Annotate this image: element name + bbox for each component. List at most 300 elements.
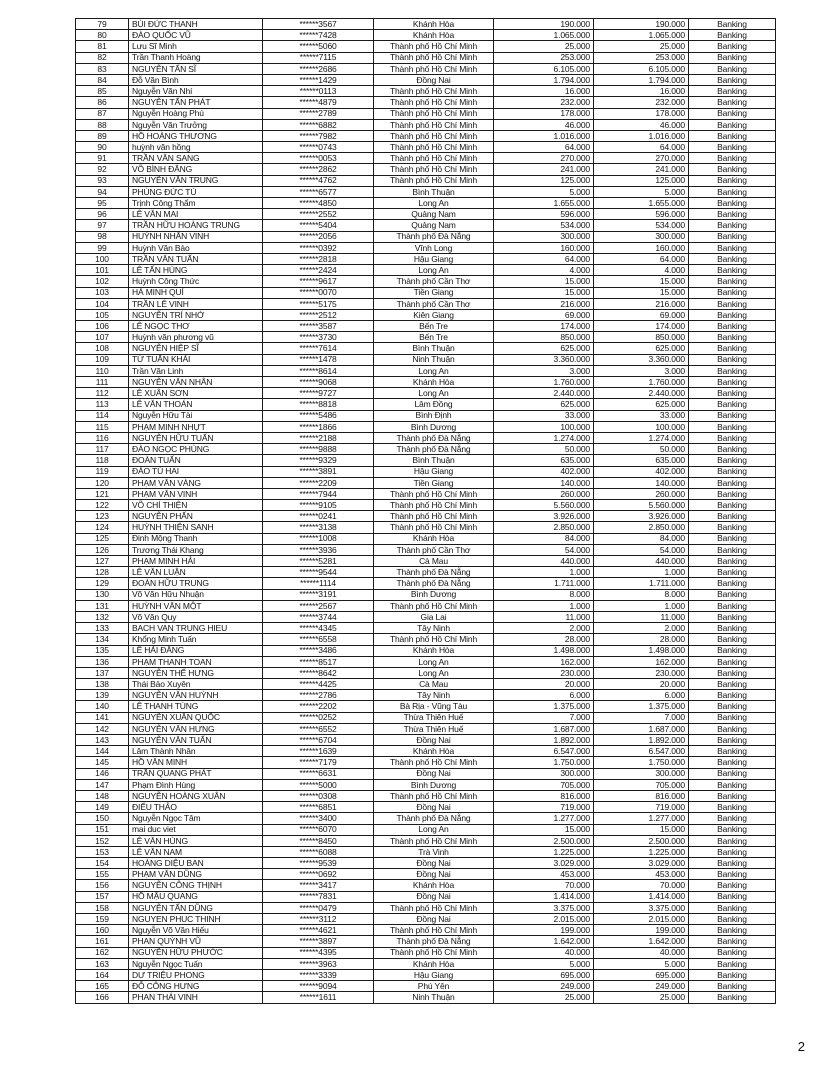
cell-name: NGUYỄN VĂN NHÂN	[129, 377, 263, 388]
cell-stt: 126	[76, 544, 129, 555]
cell-province: Long An	[374, 824, 494, 835]
table-row	[76, 735, 776, 746]
cell-amount: 1.000	[494, 567, 594, 578]
cell-masked-account: ******3963	[263, 958, 374, 969]
cell-stt: 98	[76, 231, 129, 242]
cell-amount: 28.000	[494, 634, 594, 645]
table-row	[76, 153, 776, 164]
cell-amount-confirm: 1.000	[594, 567, 689, 578]
cell-stt: 84	[76, 74, 129, 85]
cell-masked-account: ******2188	[263, 432, 374, 443]
cell-name: ĐỖ CÔNG HƯNG	[129, 981, 263, 992]
cell-channel: Banking	[689, 354, 776, 365]
cell-amount: 6.000	[494, 690, 594, 701]
cell-amount: 2.000	[494, 623, 594, 634]
cell-amount: 25.000	[494, 41, 594, 52]
cell-amount: 1.711.000	[494, 578, 594, 589]
cell-amount-confirm: 3.375.000	[594, 902, 689, 913]
cell-amount: 230.000	[494, 667, 594, 678]
table-row	[76, 253, 776, 264]
cell-amount: 15.000	[494, 287, 594, 298]
table-row	[76, 410, 776, 421]
cell-masked-account: ******7179	[263, 757, 374, 768]
cell-masked-account: ******5281	[263, 556, 374, 567]
table-row	[76, 231, 776, 242]
cell-masked-account: ******3486	[263, 645, 374, 656]
cell-channel: Banking	[689, 220, 776, 231]
cell-channel: Banking	[689, 253, 776, 264]
cell-stt: 138	[76, 679, 129, 690]
cell-amount-confirm: 64.000	[594, 253, 689, 264]
cell-amount: 5.000	[494, 958, 594, 969]
cell-name: huỳnh văn hồng	[129, 142, 263, 153]
cell-channel: Banking	[689, 623, 776, 634]
cell-province: Thành phố Hồ Chí Minh	[374, 86, 494, 97]
cell-channel: Banking	[689, 925, 776, 936]
cell-province: Bình Thuận	[374, 343, 494, 354]
cell-amount: 534.000	[494, 220, 594, 231]
table-row	[76, 768, 776, 779]
cell-stt: 132	[76, 611, 129, 622]
cell-province: Thành phố Hồ Chí Minh	[374, 175, 494, 186]
cell-stt: 124	[76, 522, 129, 533]
cell-channel: Banking	[689, 321, 776, 332]
cell-stt: 102	[76, 276, 129, 287]
cell-amount: 2.500.000	[494, 835, 594, 846]
cell-amount-confirm: 230.000	[594, 667, 689, 678]
cell-masked-account: ******3587	[263, 321, 374, 332]
cell-channel: Banking	[689, 74, 776, 85]
cell-channel: Banking	[689, 947, 776, 958]
cell-channel: Banking	[689, 466, 776, 477]
table-row	[76, 30, 776, 41]
cell-masked-account: ******6088	[263, 846, 374, 857]
cell-stt: 93	[76, 175, 129, 186]
cell-masked-account: ******1478	[263, 354, 374, 365]
cell-masked-account: ******0308	[263, 790, 374, 801]
cell-amount-confirm: 260.000	[594, 488, 689, 499]
cell-province: Lâm Đồng	[374, 399, 494, 410]
cell-amount-confirm: 625.000	[594, 399, 689, 410]
cell-channel: Banking	[689, 645, 776, 656]
cell-amount-confirm: 4.000	[594, 265, 689, 276]
table-row	[76, 600, 776, 611]
table-row	[76, 958, 776, 969]
cell-masked-account: ******1008	[263, 533, 374, 544]
cell-channel: Banking	[689, 790, 776, 801]
cell-amount-confirm: 140.000	[594, 477, 689, 488]
cell-amount-confirm: 453.000	[594, 869, 689, 880]
cell-amount-confirm: 270.000	[594, 153, 689, 164]
cell-channel: Banking	[689, 119, 776, 130]
cell-masked-account: ******9329	[263, 455, 374, 466]
cell-amount: 11.000	[494, 611, 594, 622]
cell-channel: Banking	[689, 880, 776, 891]
table-row	[76, 701, 776, 712]
cell-name: TRẦN HỮU HOÀNG TRUNG	[129, 220, 263, 231]
table-row	[76, 723, 776, 734]
cell-stt: 91	[76, 153, 129, 164]
cell-amount-confirm: 596.000	[594, 209, 689, 220]
cell-stt: 101	[76, 265, 129, 276]
cell-name: HỒ HOÀNG THƯƠNG	[129, 130, 263, 141]
cell-stt: 107	[76, 332, 129, 343]
cell-province: Long An	[374, 365, 494, 376]
cell-masked-account: ******4395	[263, 947, 374, 958]
cell-channel: Banking	[689, 824, 776, 835]
cell-province: Gia Lai	[374, 611, 494, 622]
cell-amount-confirm: 54.000	[594, 544, 689, 555]
cell-amount: 8.000	[494, 589, 594, 600]
cell-masked-account: ******3891	[263, 466, 374, 477]
cell-amount: 2.850.000	[494, 522, 594, 533]
cell-name: ĐIỂU THẢO	[129, 802, 263, 813]
cell-stt: 148	[76, 790, 129, 801]
table-row	[76, 455, 776, 466]
cell-stt: 92	[76, 164, 129, 175]
cell-province: Đồng Nai	[374, 802, 494, 813]
cell-amount: 7.000	[494, 712, 594, 723]
cell-province: Bến Tre	[374, 332, 494, 343]
cell-channel: Banking	[689, 332, 776, 343]
cell-amount: 199.000	[494, 925, 594, 936]
cell-province: Hậu Giang	[374, 969, 494, 980]
cell-name: PHẠM THANH TOAN	[129, 656, 263, 667]
cell-province: Thừa Thiên Huế	[374, 723, 494, 734]
cell-masked-account: ******0241	[263, 511, 374, 522]
cell-name: NGUYỄN THẾ HƯNG	[129, 667, 263, 678]
cell-stt: 99	[76, 242, 129, 253]
cell-channel: Banking	[689, 421, 776, 432]
cell-name: LÊ THANH TÙNG	[129, 701, 263, 712]
cell-amount-confirm: 7.000	[594, 712, 689, 723]
cell-masked-account: ******2512	[263, 309, 374, 320]
cell-province: Thành phố Hồ Chí Minh	[374, 97, 494, 108]
table-row	[76, 611, 776, 622]
cell-name: NGUYỄN VĂN HƯNG	[129, 723, 263, 734]
cell-amount: 100.000	[494, 421, 594, 432]
cell-masked-account: ******3897	[263, 936, 374, 947]
cell-amount-confirm: 1.750.000	[594, 757, 689, 768]
cell-masked-account: ******2552	[263, 209, 374, 220]
cell-amount-confirm: 15.000	[594, 824, 689, 835]
cell-channel: Banking	[689, 611, 776, 622]
cell-name: HỒ MẬU QUANG	[129, 891, 263, 902]
cell-province: Khánh Hòa	[374, 880, 494, 891]
cell-stt: 160	[76, 925, 129, 936]
cell-masked-account: ******2424	[263, 265, 374, 276]
cell-channel: Banking	[689, 679, 776, 690]
cell-stt: 136	[76, 656, 129, 667]
cell-name: Huỳnh Văn Bảo	[129, 242, 263, 253]
cell-amount-confirm: 3.000	[594, 365, 689, 376]
cell-amount-confirm: 2.850.000	[594, 522, 689, 533]
cell-stt: 144	[76, 746, 129, 757]
table-row	[76, 354, 776, 365]
cell-masked-account: ******7614	[263, 343, 374, 354]
cell-name: PHẠM VĂN VÀNG	[129, 477, 263, 488]
cell-channel: Banking	[689, 399, 776, 410]
cell-masked-account: ******6577	[263, 186, 374, 197]
cell-province: Đồng Nai	[374, 914, 494, 925]
cell-name: Đinh Mộng Thanh	[129, 533, 263, 544]
table-row	[76, 52, 776, 63]
cell-masked-account: ******3744	[263, 611, 374, 622]
cell-amount: 1.892.000	[494, 735, 594, 746]
cell-amount-confirm: 20.000	[594, 679, 689, 690]
table-row	[76, 298, 776, 309]
cell-amount: 160.000	[494, 242, 594, 253]
cell-masked-account: ******3730	[263, 332, 374, 343]
cell-stt: 121	[76, 488, 129, 499]
cell-amount: 5.560.000	[494, 500, 594, 511]
cell-province: Tây Ninh	[374, 690, 494, 701]
cell-stt: 125	[76, 533, 129, 544]
cell-stt: 79	[76, 19, 129, 30]
cell-masked-account: ******5486	[263, 410, 374, 421]
table-row	[76, 869, 776, 880]
cell-province: Đồng Nai	[374, 891, 494, 902]
table-row	[76, 690, 776, 701]
cell-amount: 54.000	[494, 544, 594, 555]
cell-amount: 6.105.000	[494, 63, 594, 74]
table-row	[76, 321, 776, 332]
table-row	[76, 164, 776, 175]
cell-province: Quảng Nam	[374, 220, 494, 231]
cell-name: PHẠM VĂN VINH	[129, 488, 263, 499]
cell-stt: 122	[76, 500, 129, 511]
cell-stt: 149	[76, 802, 129, 813]
cell-name: PHÙNG ĐỨC TÚ	[129, 186, 263, 197]
cell-amount-confirm: 1.274.000	[594, 432, 689, 443]
cell-stt: 134	[76, 634, 129, 645]
cell-stt: 109	[76, 354, 129, 365]
table-row	[76, 209, 776, 220]
cell-name: LÊ VĂN NAM	[129, 846, 263, 857]
cell-stt: 139	[76, 690, 129, 701]
cell-amount: 162.000	[494, 656, 594, 667]
cell-stt: 131	[76, 600, 129, 611]
cell-name: ĐOÀN HỮU TRUNG	[129, 578, 263, 589]
table-row	[76, 500, 776, 511]
cell-amount: 6.547.000	[494, 746, 594, 757]
cell-amount-confirm: 5.560.000	[594, 500, 689, 511]
cell-amount: 178.000	[494, 108, 594, 119]
cell-amount: 50.000	[494, 444, 594, 455]
table-row	[76, 86, 776, 97]
cell-stt: 152	[76, 835, 129, 846]
cell-amount-confirm: 46.000	[594, 119, 689, 130]
cell-amount: 20.000	[494, 679, 594, 690]
cell-province: Thành phố Cần Thơ	[374, 298, 494, 309]
cell-name: VÕ BÌNH ĐẲNG	[129, 164, 263, 175]
cell-name: Lưu Sĩ Minh	[129, 41, 263, 52]
cell-amount-confirm: 2.000	[594, 623, 689, 634]
cell-amount: 253.000	[494, 52, 594, 63]
cell-stt: 83	[76, 63, 129, 74]
cell-masked-account: ******9617	[263, 276, 374, 287]
cell-name: NGUYỄN VĂN TUẤN	[129, 735, 263, 746]
cell-amount: 216.000	[494, 298, 594, 309]
table-row	[76, 757, 776, 768]
cell-amount-confirm: 15.000	[594, 287, 689, 298]
cell-stt: 97	[76, 220, 129, 231]
cell-stt: 133	[76, 623, 129, 634]
cell-name: PHẠM MINH NHỰT	[129, 421, 263, 432]
table-row	[76, 790, 776, 801]
table-row	[76, 287, 776, 298]
cell-name: Trần Văn Linh	[129, 365, 263, 376]
cell-province: Long An	[374, 656, 494, 667]
cell-province: Bình Dương	[374, 779, 494, 790]
table-row	[76, 656, 776, 667]
cell-masked-account: ******7428	[263, 30, 374, 41]
cell-masked-account: ******7831	[263, 891, 374, 902]
cell-name: Phạm Đình Hùng	[129, 779, 263, 790]
cell-amount: 635.000	[494, 455, 594, 466]
cell-channel: Banking	[689, 108, 776, 119]
table-row	[76, 634, 776, 645]
cell-channel: Banking	[689, 231, 776, 242]
cell-amount-confirm: 199.000	[594, 925, 689, 936]
cell-province: Thành phố Hồ Chí Minh	[374, 511, 494, 522]
cell-amount-confirm: 850.000	[594, 332, 689, 343]
cell-amount: 1.414.000	[494, 891, 594, 902]
cell-masked-account: ******6851	[263, 802, 374, 813]
table-row	[76, 578, 776, 589]
cell-channel: Banking	[689, 186, 776, 197]
cell-province: Ninh Thuận	[374, 992, 494, 1003]
cell-stt: 135	[76, 645, 129, 656]
cell-amount: 695.000	[494, 969, 594, 980]
cell-masked-account: ******6558	[263, 634, 374, 645]
cell-stt: 162	[76, 947, 129, 958]
cell-name: Nguyễn Ngọc Tuấn	[129, 958, 263, 969]
table-row	[76, 399, 776, 410]
cell-amount: 1.655.000	[494, 198, 594, 209]
table-row	[76, 142, 776, 153]
cell-amount-confirm: 64.000	[594, 142, 689, 153]
cell-channel: Banking	[689, 287, 776, 298]
cell-province: Thành phố Đà Nẵng	[374, 578, 494, 589]
cell-channel: Banking	[689, 276, 776, 287]
cell-province: Bình Thuận	[374, 455, 494, 466]
cell-amount-confirm: 440.000	[594, 556, 689, 567]
cell-province: Khánh Hòa	[374, 19, 494, 30]
cell-channel: Banking	[689, 377, 776, 388]
cell-stt: 90	[76, 142, 129, 153]
cell-name: Lâm Thành Nhân	[129, 746, 263, 757]
cell-province: Đồng Nai	[374, 74, 494, 85]
cell-masked-account: ******2567	[263, 600, 374, 611]
cell-channel: Banking	[689, 309, 776, 320]
cell-name: ĐÀO QUỐC VŨ	[129, 30, 263, 41]
cell-province: Thành phố Đà Nẵng	[374, 813, 494, 824]
cell-name: NGUYỄN CÔNG THỊNH	[129, 880, 263, 891]
cell-amount: 300.000	[494, 768, 594, 779]
cell-stt: 104	[76, 298, 129, 309]
cell-name: LÊ VĂN HÙNG	[129, 835, 263, 846]
cell-masked-account: ******0113	[263, 86, 374, 97]
cell-masked-account: ******3138	[263, 522, 374, 533]
cell-amount-confirm: 216.000	[594, 298, 689, 309]
table-row	[76, 914, 776, 925]
cell-name: LÊ VĂN MAI	[129, 209, 263, 220]
cell-masked-account: ******3567	[263, 19, 374, 30]
cell-name: LÊ VĂN LUẬN	[129, 567, 263, 578]
cell-masked-account: ******8450	[263, 835, 374, 846]
cell-channel: Banking	[689, 455, 776, 466]
cell-channel: Banking	[689, 63, 776, 74]
cell-masked-account: ******2789	[263, 108, 374, 119]
cell-amount-confirm: 162.000	[594, 656, 689, 667]
cell-stt: 118	[76, 455, 129, 466]
cell-amount-confirm: 100.000	[594, 421, 689, 432]
cell-masked-account: ******0479	[263, 902, 374, 913]
cell-masked-account: ******3936	[263, 544, 374, 555]
cell-masked-account: ******0743	[263, 142, 374, 153]
cell-masked-account: ******2202	[263, 701, 374, 712]
cell-province: Thành phố Hồ Chí Minh	[374, 600, 494, 611]
cell-amount-confirm: 635.000	[594, 455, 689, 466]
cell-name: PHẠM VĂN DŨNG	[129, 869, 263, 880]
cell-amount-confirm: 534.000	[594, 220, 689, 231]
cell-amount-confirm: 2.015.000	[594, 914, 689, 925]
cell-channel: Banking	[689, 130, 776, 141]
cell-stt: 129	[76, 578, 129, 589]
cell-name: LÊ TẤN HÙNG	[129, 265, 263, 276]
cell-channel: Banking	[689, 242, 776, 253]
cell-name: Nguyễn Hữu Tài	[129, 410, 263, 421]
cell-province: Bình Định	[374, 410, 494, 421]
table-row	[76, 589, 776, 600]
cell-name: HUỲNH THIỆN SANH	[129, 522, 263, 533]
cell-stt: 153	[76, 846, 129, 857]
cell-amount: 241.000	[494, 164, 594, 175]
table-row	[76, 567, 776, 578]
cell-stt: 106	[76, 321, 129, 332]
cell-name: Nguyễn Ngọc Tâm	[129, 813, 263, 824]
cell-masked-account: ******0692	[263, 869, 374, 880]
cell-amount-confirm: 1.498.000	[594, 645, 689, 656]
cell-masked-account: ******2786	[263, 690, 374, 701]
cell-province: Cà Mau	[374, 556, 494, 567]
cell-province: Khánh Hòa	[374, 645, 494, 656]
cell-masked-account: ******4621	[263, 925, 374, 936]
table-row	[76, 835, 776, 846]
cell-amount-confirm: 232.000	[594, 97, 689, 108]
cell-channel: Banking	[689, 914, 776, 925]
cell-amount: 3.000	[494, 365, 594, 376]
cell-masked-account: ******7982	[263, 130, 374, 141]
cell-channel: Banking	[689, 41, 776, 52]
cell-stt: 143	[76, 735, 129, 746]
cell-province: Thành phố Đà Nẵng	[374, 567, 494, 578]
cell-name: TRẦN LÊ VINH	[129, 298, 263, 309]
table-row	[76, 925, 776, 936]
cell-amount-confirm: 1.414.000	[594, 891, 689, 902]
cell-amount: 850.000	[494, 332, 594, 343]
cell-amount-confirm: 3.360.000	[594, 354, 689, 365]
cell-stt: 147	[76, 779, 129, 790]
cell-channel: Banking	[689, 567, 776, 578]
cell-name: HUỲNH VĂN MỘT	[129, 600, 263, 611]
cell-name: ĐÀO TÚ HAI	[129, 466, 263, 477]
cell-masked-account: ******9068	[263, 377, 374, 388]
cell-name: NGUYỄN TẤN SĨ	[129, 63, 263, 74]
cell-name: DƯ TRIỆU PHONG	[129, 969, 263, 980]
cell-masked-account: ******9539	[263, 858, 374, 869]
